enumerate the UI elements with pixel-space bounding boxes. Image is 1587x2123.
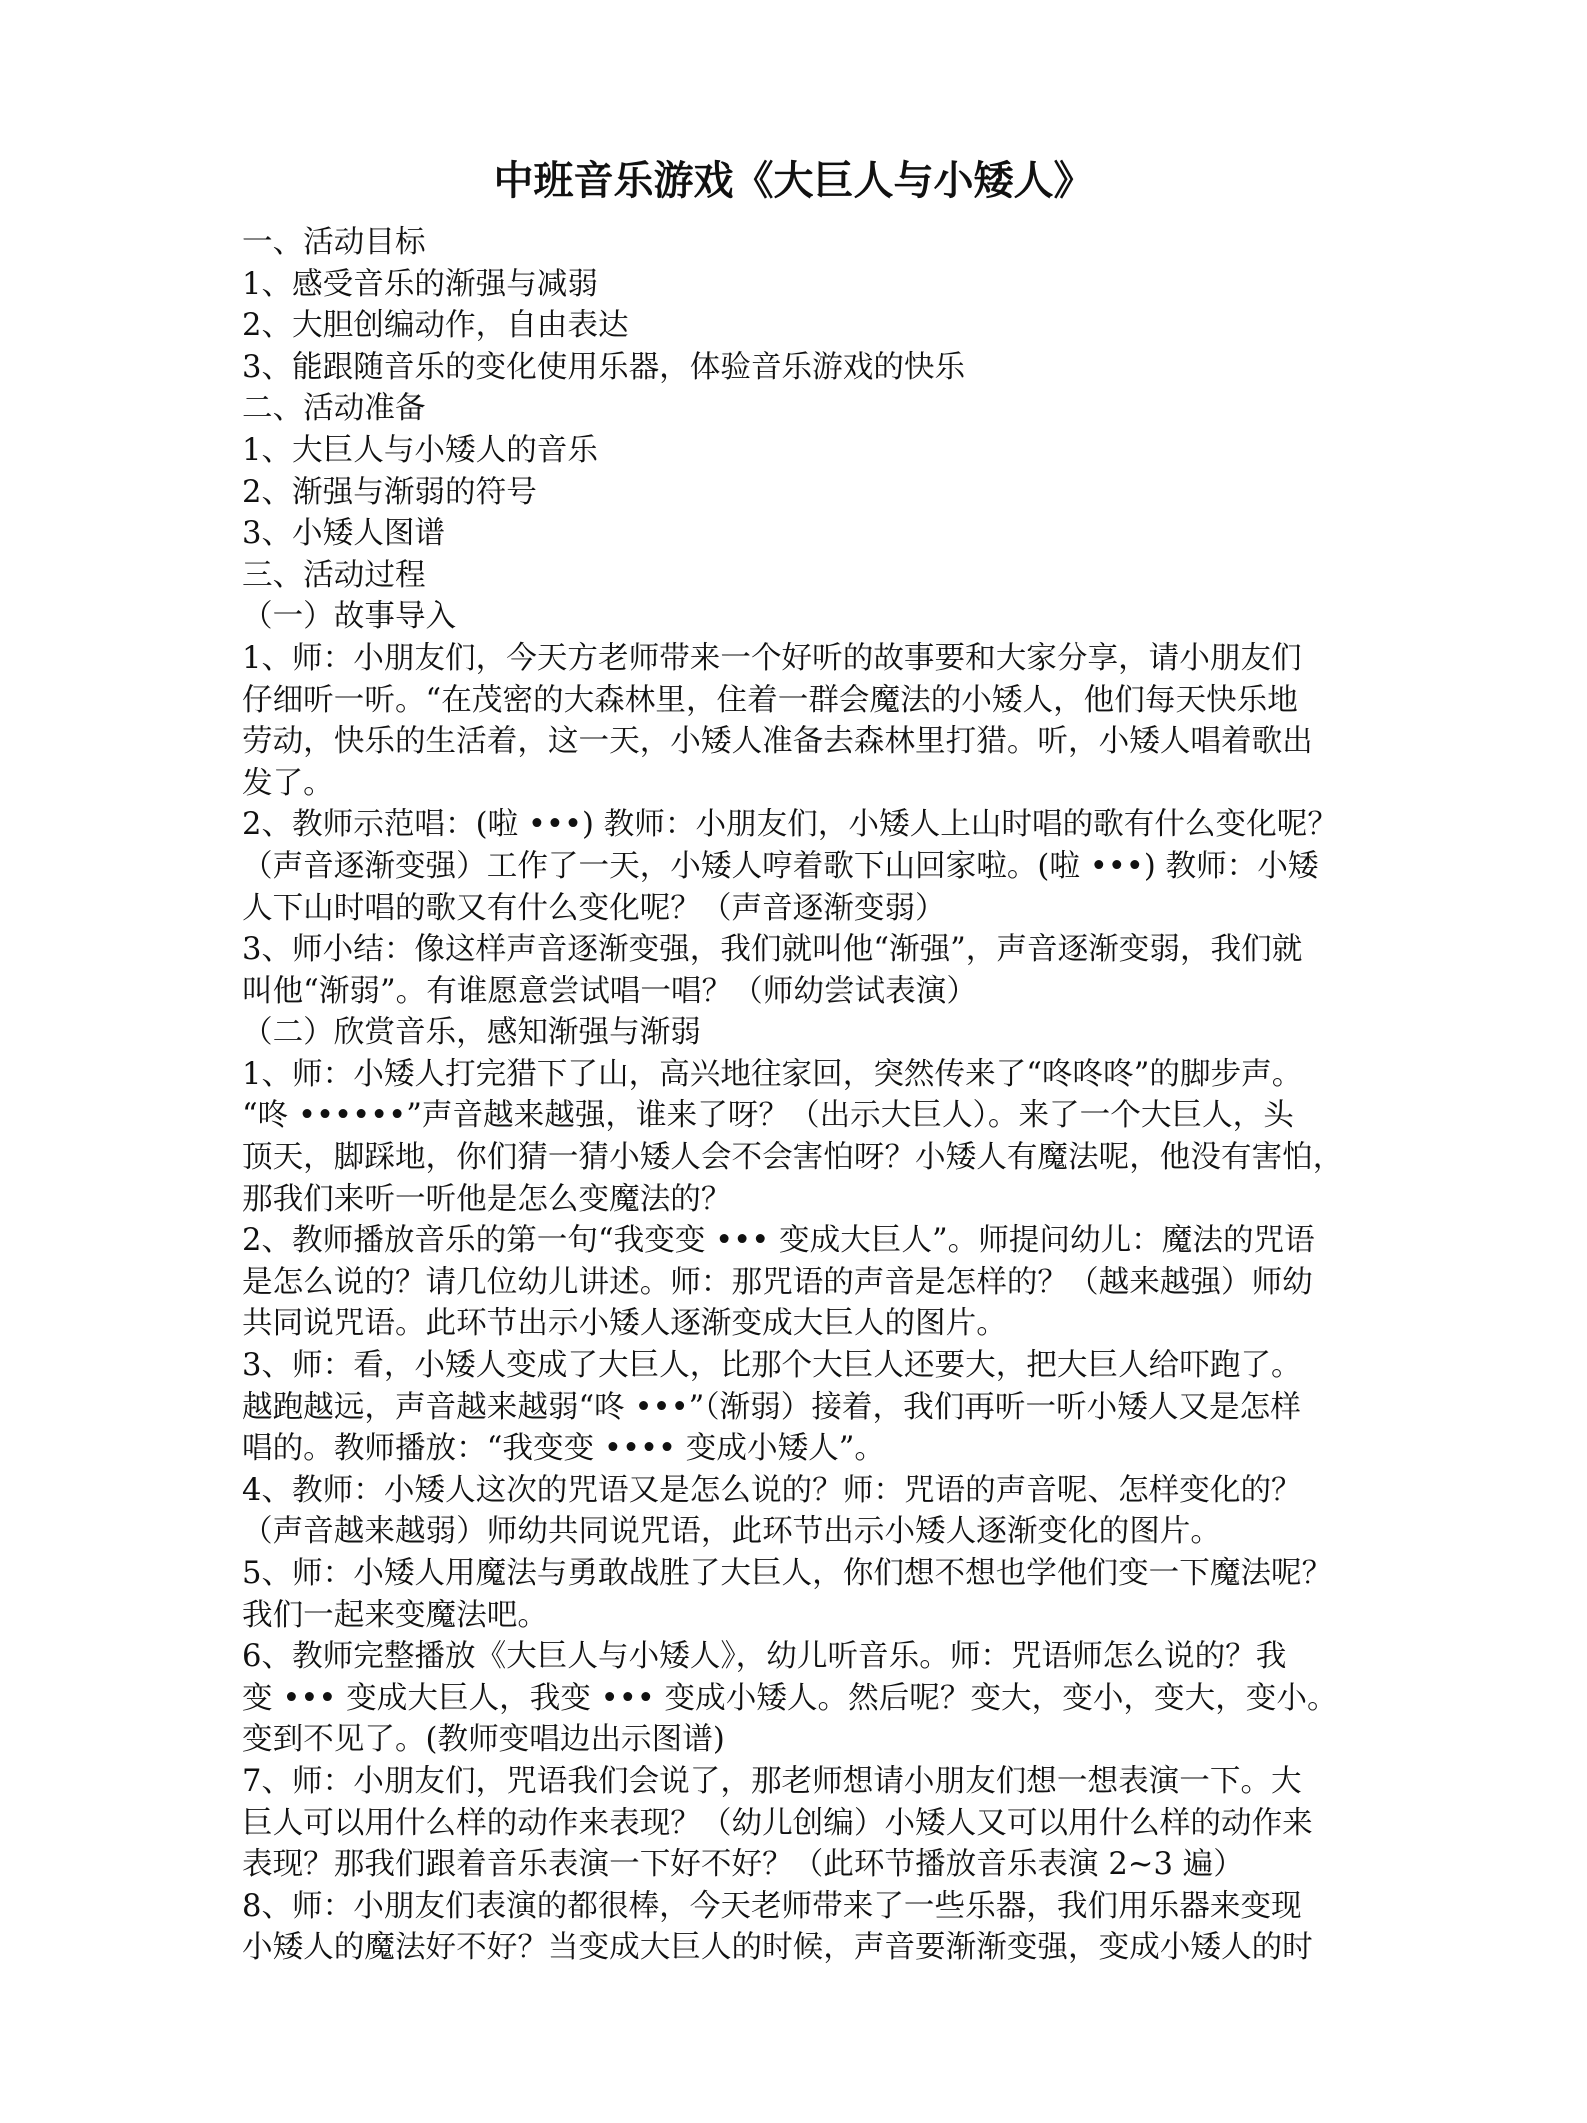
paragraph-line: 唱的。教师播放：“我变变 •••• 变成小矮人”。 <box>242 1431 886 1467</box>
document-body <box>242 222 1348 1969</box>
paragraph-line: 4、教师：小矮人这次的咒语又是怎么说的？师：咒语的声音呢、怎样变化的？ <box>242 1472 1302 1508</box>
paragraph-line: 1、师：小矮人打完猎下了山，高兴地往家回，突然传来了“咚咚咚”的脚步声。 <box>242 1056 1303 1092</box>
paragraph-line: 2、教师播放音乐的第一句“我变变 ••• 变成大巨人”。师提问幼儿：魔法的咒语 <box>242 1223 1315 1259</box>
goal-item: 1、感受音乐的渐强与减弱 <box>242 266 598 302</box>
paragraph-line: 顶天，脚踩地，你们猜一猜小矮人会不会害怕呀？小矮人有魔法呢，他没有害怕， <box>242 1140 1344 1176</box>
paragraph-line: 变 ••• 变成大巨人，我变 ••• 变成小矮人。然后呢？变大，变小，变大，变小。 <box>242 1680 1338 1716</box>
paragraph-line: 小矮人的魔法好不好？当变成大巨人的时候，声音要渐渐变强，变成小矮人的时 <box>242 1930 1313 1966</box>
paragraph-line: 共同说咒语。此环节出示小矮人逐渐变成大巨人的图片。 <box>242 1306 1007 1342</box>
paragraph-line: 叫他“渐弱”。有谁愿意尝试唱一唱？（师幼尝试表演） <box>242 973 977 1009</box>
document-title: 中班音乐游戏《大巨人与小矮人》 <box>493 158 1094 204</box>
paragraph-line: （声音逐渐变强）工作了一天，小矮人哼着歌下山回家啦。(啦 •••) 教师：小矮 <box>242 848 1319 884</box>
paragraph-line: 发了。 <box>242 765 334 801</box>
paragraph-line: 表现？那我们跟着音乐表演一下好不好？（此环节播放音乐表演 2~3 遍） <box>242 1847 1244 1883</box>
subsection-heading-story: （一）故事导入 <box>242 599 457 635</box>
paragraph-line: 2、教师示范唱：(啦 •••) 教师：小朋友们，小矮人上山时唱的歌有什么变化呢？ <box>242 807 1338 843</box>
section-heading-goals: 一、活动目标 <box>242 225 426 260</box>
paragraph-line: 变到不见了。(教师变唱边出示图谱) <box>242 1722 725 1758</box>
preparation-item: 1、大巨人与小矮人的音乐 <box>242 432 598 468</box>
paragraph-line: 仔细听一听。“在茂密的大森林里，住着一群会魔法的小矮人，他们每天快乐地 <box>242 682 1298 718</box>
paragraph-line: 8、师：小朋友们表演的都很棒，今天老师带来了一些乐器，我们用乐器来变现 <box>242 1888 1302 1924</box>
paragraph-line: 人下山时唱的歌又有什么变化呢？（声音逐渐变弱） <box>242 890 946 926</box>
paragraph-line: 劳动，快乐的生活着，这一天，小矮人准备去森林里打猎。听，小矮人唱着歌出 <box>242 724 1313 760</box>
paragraph-line: 1、师：小朋友们，今天方老师带来一个好听的故事要和大家分享，请小朋友们 <box>242 640 1302 676</box>
paragraph-line: 7、师：小朋友们，咒语我们会说了，那老师想请小朋友们想一想表演一下。大 <box>242 1763 1302 1799</box>
paragraph-line: 越跑越远，声音越来越弱“咚 •••”（渐弱）接着，我们再听一听小矮人又是怎样 <box>242 1389 1301 1425</box>
paragraph-line: （声音越来越弱）师幼共同说咒语，此环节出示小矮人逐渐变化的图片。 <box>242 1514 1221 1550</box>
paragraph-line: 5、师：小矮人用魔法与勇敢战胜了大巨人，你们想不想也学他们变一下魔法呢？ <box>242 1556 1333 1591</box>
paragraph-line: 3、师：看，小矮人变成了大巨人，比那个大巨人还要大，把大巨人给吓跑了。 <box>242 1348 1302 1384</box>
preparation-item: 2、渐强与渐弱的符号 <box>242 474 537 510</box>
paragraph-line: 3、师小结：像这样声音逐渐变强，我们就叫他“渐强”，声音逐渐变弱，我们就 <box>242 932 1303 968</box>
paragraph-line: 是怎么说的？请几位幼儿讲述。师：那咒语的声音是怎样的？（越来越强）师幼 <box>242 1264 1313 1300</box>
goal-item: 3、能跟随音乐的变化使用乐器，体验音乐游戏的快乐 <box>242 349 966 385</box>
paragraph-line: 巨人可以用什么样的动作来表现？（幼儿创编）小矮人又可以用什么样的动作来 <box>242 1805 1313 1841</box>
section-heading-process: 三、活动过程 <box>242 557 426 593</box>
section-heading-preparation: 二、活动准备 <box>242 391 426 427</box>
paragraph-line: “咚 ••••••”声音越来越强，谁来了呀？（出示大巨人）。来了一个大巨人，头 <box>242 1098 1294 1134</box>
preparation-item: 3、小矮人图谱 <box>242 516 446 552</box>
subsection-heading-appreciation: （二）欣赏音乐，感知渐强与渐弱 <box>242 1015 701 1051</box>
paragraph-line: 我们一起来变魔法吧。 <box>242 1597 548 1633</box>
paragraph-line: 那我们来听一听他是怎么变魔法的？ <box>242 1181 732 1217</box>
paragraph-line: 6、教师完整播放《大巨人与小矮人》，幼儿听音乐。师：咒语师怎么说的？我 <box>242 1639 1287 1675</box>
goal-item: 2、大胆创编动作，自由表达 <box>242 308 629 344</box>
